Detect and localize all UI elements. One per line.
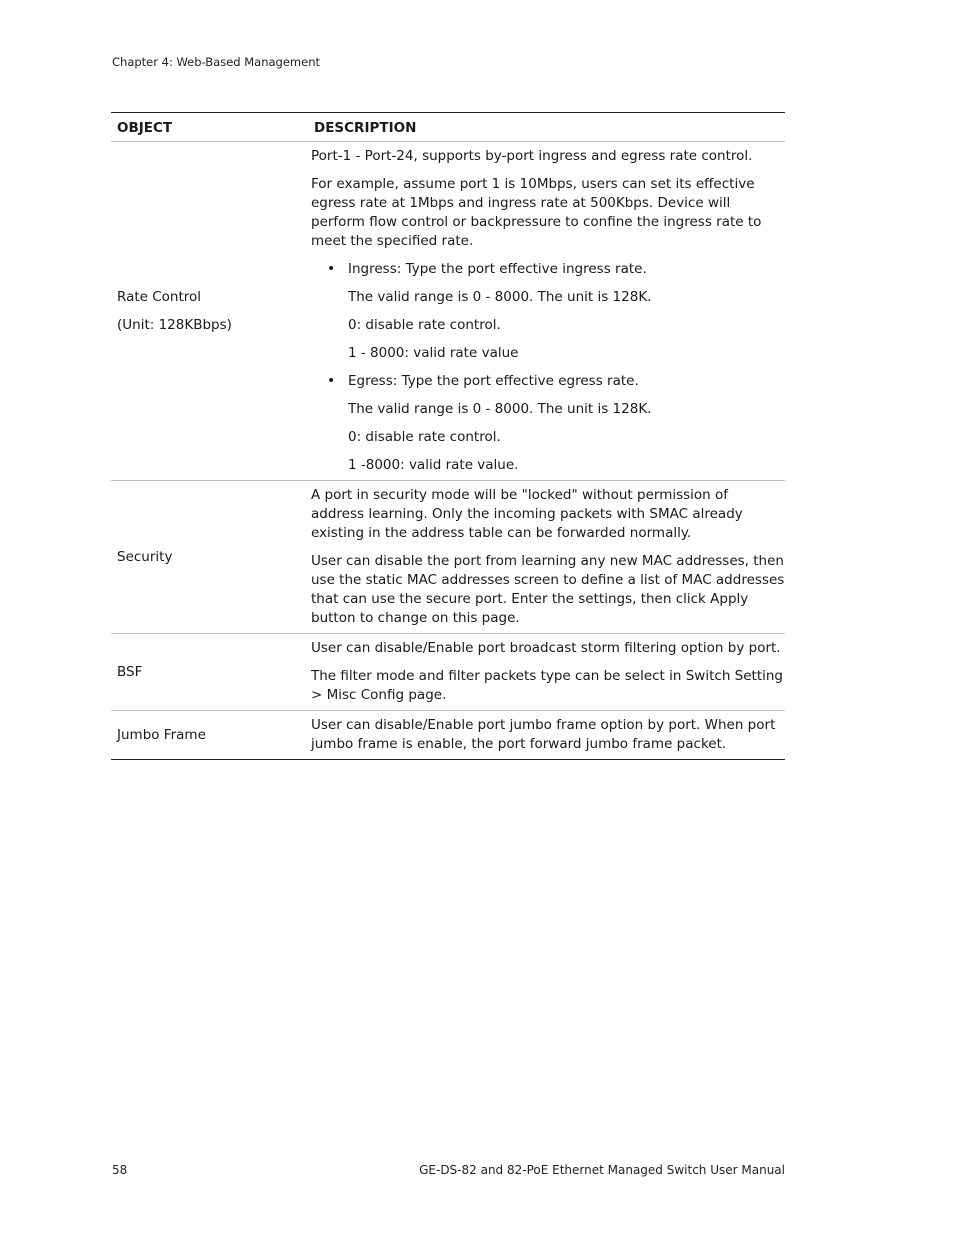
description-cell xyxy=(308,634,785,711)
object-cell xyxy=(111,711,308,760)
description-text: The valid range is 0 - 8000. The unit is 128K. xyxy=(348,401,652,417)
bullet-icon: • xyxy=(327,261,336,277)
chapter-header: Chapter 4: Web-Based Management xyxy=(112,55,321,69)
table-row-bsf xyxy=(111,634,785,711)
bullet-icon: • xyxy=(327,373,336,389)
table-row-jumbo-frame xyxy=(111,711,785,760)
description-text: User can disable/Enable port broadcast storm filtering option by port. xyxy=(311,640,781,656)
description-text: Port-1 - Port-24, supports by-port ingress and egress rate control. xyxy=(311,148,753,164)
object-cell xyxy=(111,634,308,711)
manual-title: GE-DS-82 and 82-PoE Ethernet Managed Switch User Manual xyxy=(419,1163,785,1177)
description-text: 0: disable rate control. xyxy=(348,429,501,445)
column-header-object: OBJECT xyxy=(117,119,173,136)
bullet-item-egress: • Egress: Type the port effective egress rate. xyxy=(327,373,639,389)
object-name: Jumbo Frame xyxy=(117,726,206,743)
description-text: For example, assume port 1 is 10Mbps, users can set its effective egress rate at 1Mbps and ingress rate at 500Kbps. Device will perform flow control or backpressure to confine the ingress rate to meet the specified rate. xyxy=(311,176,762,249)
description-text: User can disable the port from learning any new MAC addresses, then use the static MAC addresses screen to define a list of MAC addresses that can use the secure port. Enter the settings, then click Apply button to change on this page. xyxy=(311,553,785,626)
description-cell xyxy=(308,711,785,760)
object-name: Rate Control xyxy=(117,288,202,305)
object-description-table xyxy=(111,112,785,760)
description-text: User can disable/Enable port jumbo frame option by port. When port jumbo frame is enable, the port forward jumbo frame packet. xyxy=(311,717,776,752)
page-number: 58 xyxy=(112,1163,128,1177)
description-text: The valid range is 0 - 8000. The unit is 128K. xyxy=(348,289,652,305)
object-unit: (Unit: 128KBbps) xyxy=(117,316,232,333)
description-cell xyxy=(308,142,785,481)
description-cell xyxy=(308,481,785,634)
object-cell xyxy=(111,142,308,481)
object-name: BSF xyxy=(117,663,143,680)
table-row-security xyxy=(111,481,785,634)
description-text: 0: disable rate control. xyxy=(348,317,501,333)
description-text: 1 -8000: valid rate value. xyxy=(348,457,519,473)
object-name: Security xyxy=(117,548,173,565)
bullet-item-ingress: • Ingress: Type the port effective ingress rate. xyxy=(327,261,647,277)
description-text: 1 - 8000: valid rate value xyxy=(348,345,519,361)
table-row-rate-control xyxy=(111,142,785,481)
table-header-row xyxy=(111,113,785,142)
description-text: The filter mode and filter packets type can be select in Switch Setting > Misc Config page. xyxy=(311,668,783,703)
column-header-description: DESCRIPTION xyxy=(314,119,417,136)
description-text: A port in security mode will be "locked" without permission of address learning. Only the incoming packets with SMAC already existing in the address table can be forwarded normally. xyxy=(311,487,743,541)
object-cell xyxy=(111,481,308,634)
